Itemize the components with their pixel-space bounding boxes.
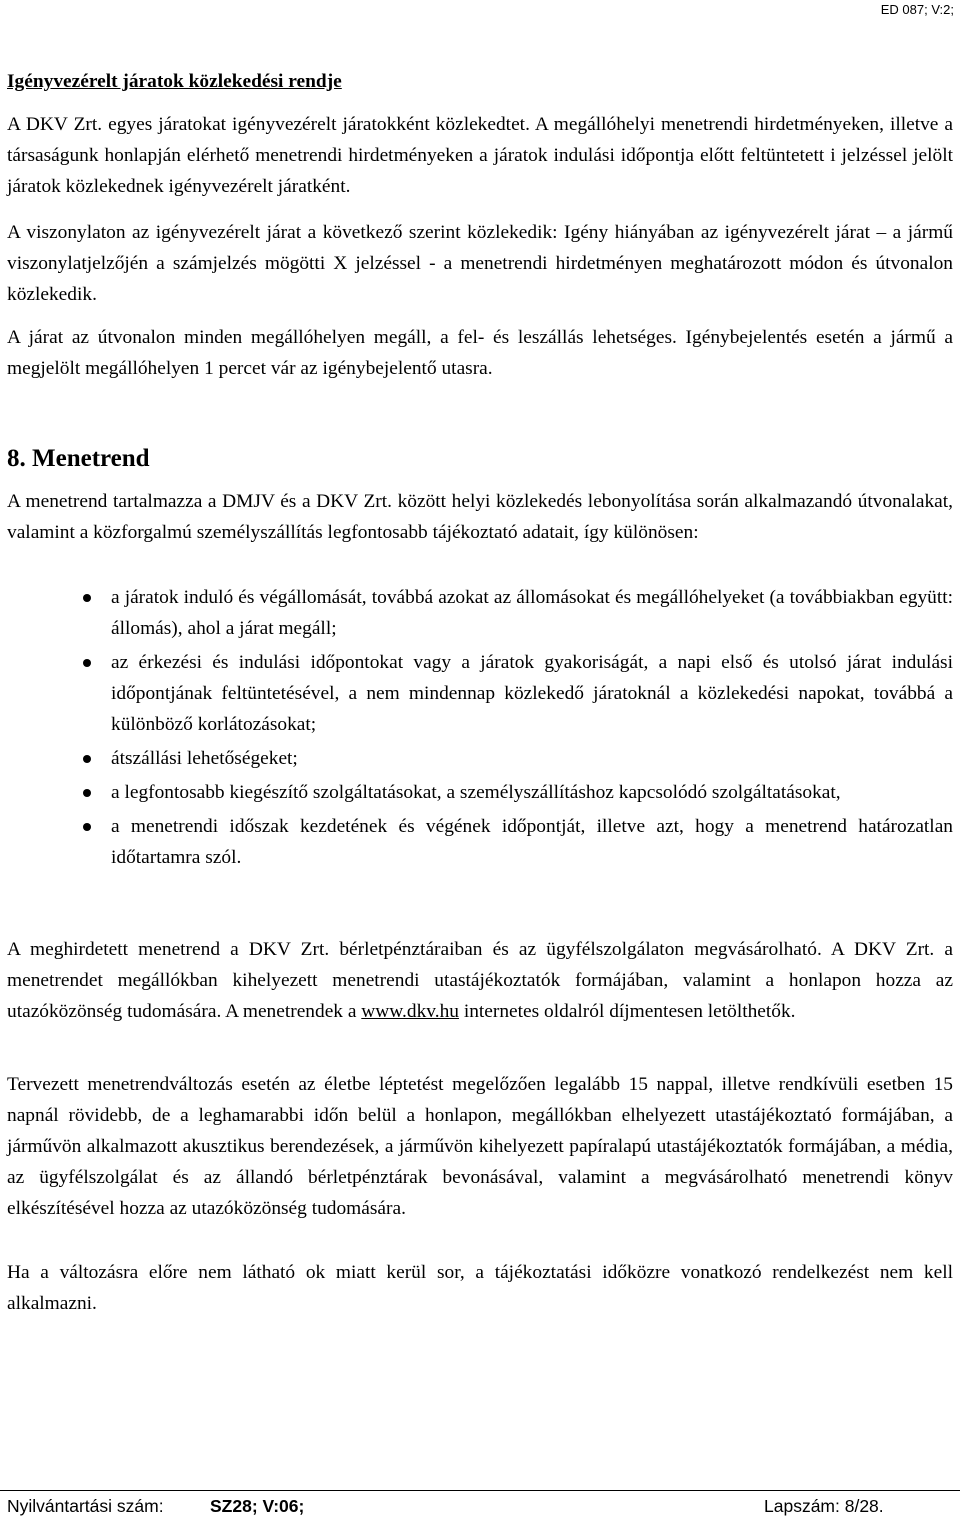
paragraph-text-start: A meghirdetett menetrend a DKV Zrt. bérletpénztáraiban és az ügyfélszolgálaton megvásárolható. A DKV Zrt. a menetrendet megállókban kihelyezett menetrendi utastájékoztatók formájában, valamint a honlapon hozza az utazóközönség tudomására. A menetrendek a [7,939,953,1022]
list-item: átszállási lehetőségeket; [7,743,953,774]
paragraph-text-end: internetes oldalról díjmentesen letölthetők. [458,1001,796,1022]
intro-paragraph-3 [7,322,953,384]
paragraph-text [7,934,953,1027]
paragraph-text: A járat az útvonalon minden megállóhelyen megáll, a fel- és leszállás lehetséges. Igénybejelentés esetén a jármű a megjelölt megállóhelyen 1 percet vár az igénybejelentő utasra. [7,327,953,379]
section-title: Igényvezérelt járatok közlekedési rendje [7,71,342,92]
registry-value: SZ28; V:06; [210,1496,305,1516]
paragraph-text: Tervezett menetrendváltozás esetén az életbe léptetést megelőzően legalább 15 nappal, illetve rendkívüli esetben 15 napnál rövidebb, de a leghamarabbi időn belül a honlapon, megállókban elhelyezett utastájékoztató formájában, a járművön alkalmazott akusztikus berendezések, a járművön kihelyezett papíralapú utastájékoztatók formájában, a média, az ügyfélszolgálat és az állandó bérletpénztárak bevonásával, valamint a megvásárolható menetrendi könyv elkészítésével hozza az utazóközönség tudomására. [7,1074,953,1219]
page-number: Lapszám: 8/28. [764,1496,884,1516]
bullet-list [7,582,953,873]
paragraph-text: Ha a változásra előre nem látható ok miatt kerül sor, a tájékoztatási időközre vonatkozó rendelkezést nem kell alkalmazni. [7,1262,953,1314]
paragraph-text: A viszonylaton az igényvezérelt járat a következő szerint közlekedik: Igény hiányában az igényvezérelt járat – a jármű viszonylatjelzőjén a számjelzés mögötti X jelzéssel - a menetrendi hirdetményen meghatározott módon és útvonalon közlekedik. [7,222,953,305]
paragraph-text: A DKV Zrt. egyes járatokat igényvezérelt járatokként közlekedtet. A megállóhelyi menetrendi hirdetményeken, illetve a társaságunk honlapján elérhető menetrendi hirdetményeken a járatok indulási időpontja előtt feltüntetett i jelzéssel jelölt járatok közlekednek igényvezérelt járatként. [7,114,953,197]
list-item: a menetrendi időszak kezdetének és végének időpontját, illetve azt, hogy a menetrend határozatlan időtartamra szól. [7,811,953,873]
dkv-website-link[interactable]: www.dkv.hu [361,1001,459,1022]
registry-label: Nyilvántartási szám: [7,1496,164,1516]
paragraph-text: A menetrend tartalmazza a DMJV és a DKV Zrt. között helyi közlekedés lebonyolítása során alkalmazandó útvonalakat, valamint a közforgalmú személyszállítás legfontosabb tájékoztató adatait, így különösen: [7,491,953,543]
list-item: az érkezési és indulási időpontokat vagy a járatok gyakoriságát, a napi első és utolsó járat indulási időpontjának feltüntetésével, a nem mindennap közlekedő járatoknál a közlekedési napokat, továbbá a különböző korlátozásokat; [7,647,953,740]
menetrend-intro [7,486,953,548]
document-code: ED 087; V:2; [880,2,954,17]
change-paragraph-1 [7,1069,953,1224]
change-paragraph-2 [7,1257,953,1319]
list-item: a legfontosabb kiegészítő szolgáltatásokat, a személyszállításhoz kapcsolódó szolgáltatásokat, [7,777,953,808]
list-item: a járatok induló és végállomását, továbbá azokat az állomásokat és megállóhelyeket (a továbbiakban együtt: állomás), ahol a járat megáll; [7,582,953,644]
intro-paragraph-2 [7,217,953,310]
intro-paragraph-1 [7,109,953,202]
page-footer [0,1490,960,1516]
section-heading: 8. Menetrend [7,445,150,472]
purchase-paragraph [7,934,953,1027]
